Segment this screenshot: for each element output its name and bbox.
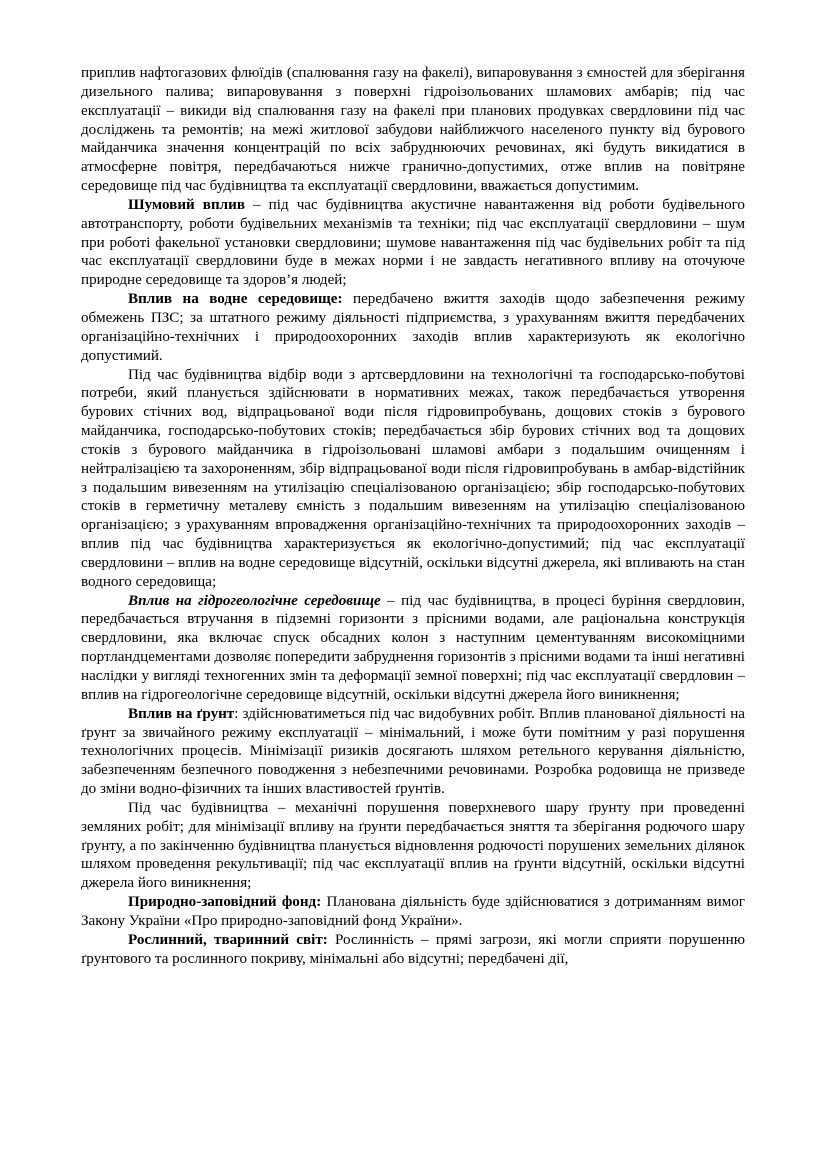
paragraph-hydrogeological-impact xyxy=(81,592,745,705)
paragraph-text: Рослинність – прямі загрози, які могли сприяти порушенню ґрунтового та рослинного покриву, мінімальні або відсутні; передбачені дії, xyxy=(81,931,745,967)
paragraph-heading: Природно-заповідний фонд: xyxy=(128,894,322,911)
paragraph-nature-reserve xyxy=(81,893,745,931)
paragraph-heading: Шумовий вплив xyxy=(128,196,245,213)
paragraph-text: Під час будівництва відбір води з артсвердловини на технологічні та господарсько-побутові потреби, який планується здійснювати в нормативних межах, також передбачається утворення бурових стічних вод, відпрацьованої води після гідровипробувань, дощових стоків з бурового майданчика, господарсько-побутових стоків; передбачається збір бурових стічних вод та дощових стоків з бурового майданчика в гідроізольовані шламові амбари з подальшим очищенням і нейтралізацією та захороненням, збір відпрацьованої води після гідровипробувань в амбар-відстійник з подальшим вивезенням на утилізацію спеціалізованою організацією; збір господарсько-побутових стоків в герметичну металеву ємність з подальшим вивезенням на утилізацію спеціалізованою організацією; з урахуванням впровадження організаційно-технічних та природоохоронних заходів – вплив під час будівництва характеризується як екологічно-допустимий; під час експлуатації свердловини – вплив на водне середовище відсутній, оскільки відсутні джерела, які впливають на стан водного середовища; xyxy=(81,366,745,590)
paragraph-noise-impact xyxy=(81,196,745,290)
paragraph-soil-impact xyxy=(81,705,745,799)
paragraph-water-impact xyxy=(81,290,745,365)
paragraph-text: передбачено вжиття заходів щодо забезпечення режиму обмежень ПЗС; за штатного режиму діяльності підприємства, з урахуванням вжиття передбачених організаційно-технічних і природоохоронних заходів вплив характеризують як екологічно допустимий. xyxy=(81,291,745,364)
paragraph-text: Під час будівництва – механічні порушення поверхневого шару ґрунту при проведенні земляних робіт; для мінімізації впливу на ґрунти передбачається зняття та зберігання родючого шару ґрунту, а по закінченню будівництва планується відновлення родючості порушених земельних ділянок шляхом проведення рекультивації; під час експлуатації вплив на ґрунти відсутній, оскільки відсутні джерела його виникнення; xyxy=(81,799,745,892)
paragraph-text: – під час будівництва акустичне навантаження від роботи будівельного автотранспорту, роботи будівельних механізмів та техніки; під час експлуатації свердловини – шум при роботі факельної установки свердловини; шумове навантаження під час будівельних робіт та під час експлуатації свердловини буде в межах норми і не завдасть негативного впливу на оточуюче природне середовище та здоров’я людей; xyxy=(81,196,745,289)
paragraph-heading: Вплив на гідрогеологічне середовище xyxy=(128,592,381,609)
paragraph-heading: Вплив на водне середовище: xyxy=(128,291,343,308)
paragraph-soil-construction xyxy=(81,799,745,893)
paragraph-heading: Вплив на ґрунт xyxy=(128,705,235,722)
document-page xyxy=(81,64,745,969)
paragraph-text: Планована діяльність буде здійснюватися з дотриманням вимог Закону України «Про природно-заповідний фонд України». xyxy=(81,894,745,929)
paragraph-heading: Рослинний, тваринний світ: xyxy=(128,931,328,948)
paragraph-text: приплив нафтогазових флюїдів (спалювання газу на факелі), випаровування з ємностей для зберігання дизельного палива; випаровування з поверхні гідроізольованих шламових амбарів; під час експлуатації – викиди від спалювання газу на факелі при планових продувках свердловини під час досліджень та ремонтів; на межі житлової забудови найближчого населеного пункту від бурового майданчика значення концентрацій по всіх забруднюючих речовинах, які будуть викидатися в атмосферне повітря, передбачаються нижче гранично-допустимих, отже вплив на повітряне середовище під час будівництва та експлуатації свердловини, вважається допустимим. xyxy=(81,65,745,195)
paragraph-water-construction xyxy=(81,366,745,592)
paragraph-flora-fauna xyxy=(81,931,745,969)
paragraph-air-impact xyxy=(81,64,745,196)
paragraph-text: – під час будівництва, в процесі буріння свердловин, передбачається втручання в підземні горизонти з прісними водами, але раціональна конструкція свердловини, яка включає спуск обсадних колон з наступним цементуванням високоміцними портландцементами дозволяє попередити забруднення горизонтів з прісними водами та інші негативні наслідки у вигляді техногенних змін та деформації земної поверхні; під час експлуатації свердловин – вплив на гідрогеологічне середовище відсутній, оскільки відсутні джерела його виникнення; xyxy=(81,592,745,703)
paragraph-text: : здійснюватиметься під час видобувних робіт. Вплив планованої діяльності на ґрунт за звичайного режиму експлуатації – мінімальний, і може бути помітним у разі порушення технологічних процесів. Мінімізації ризиків досягають шляхом ретельного керування діяльністю, забезпеченням безпечного поводження з небезпечними речовинами. Розробка родовища не призведе до зміни водно-фізичних та інших властивостей ґрунтів. xyxy=(81,705,745,798)
